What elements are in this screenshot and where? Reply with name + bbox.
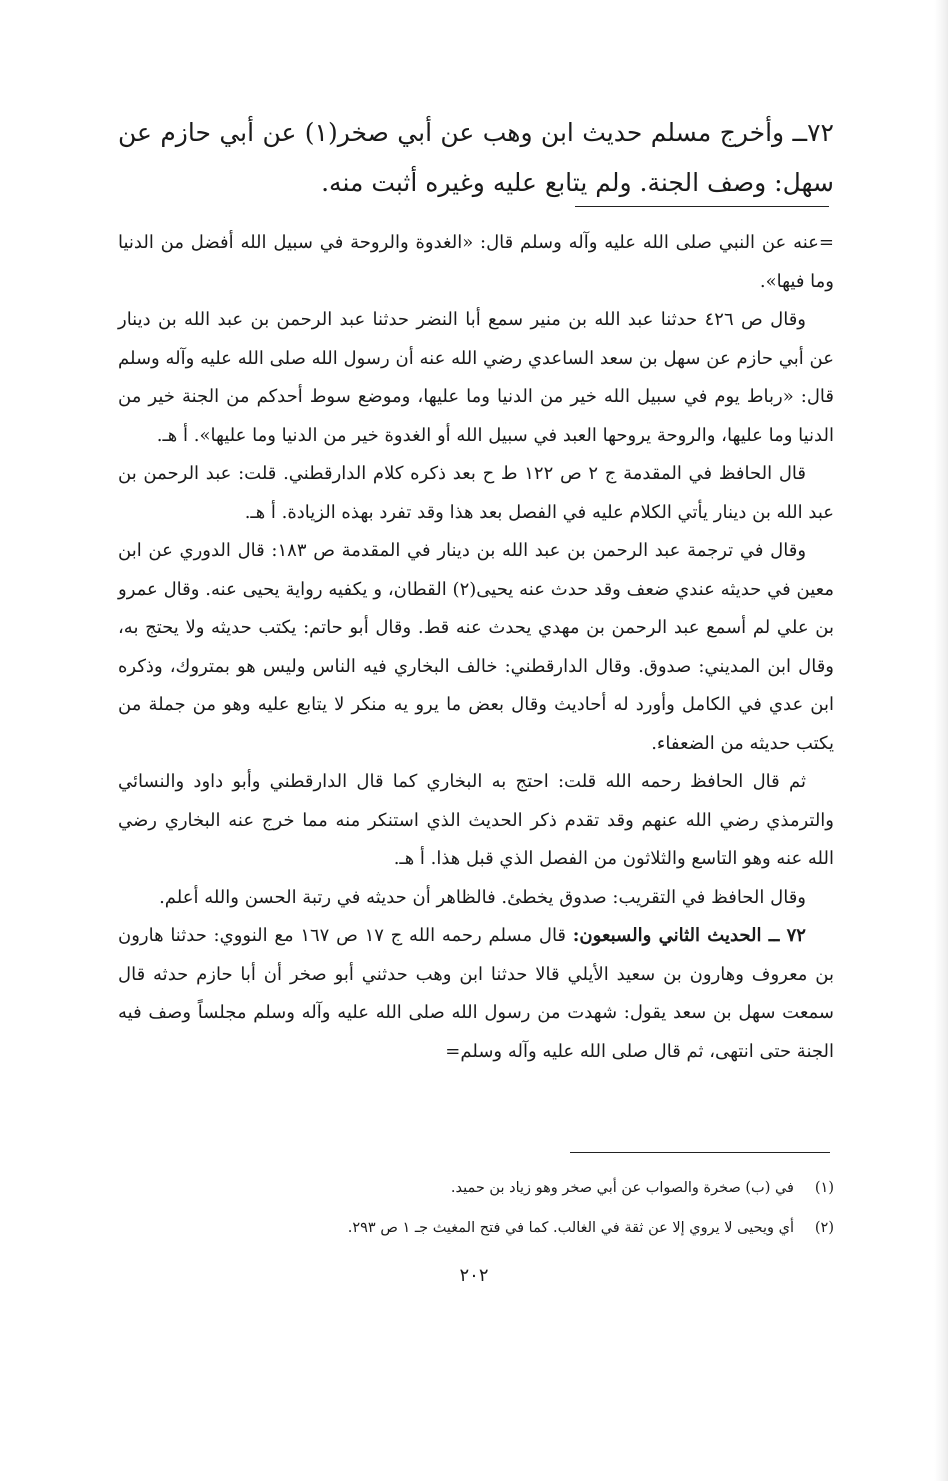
commentary-paragraph-2: وقال ص ٤٢٦ حدثنا عبد الله بن منير سمع أبا النضر حدثنا عبد الرحمن بن عبد الله بن دينار عن أبي حازم عن سهل بن سعد الساعدي رضي الله عنه أن رسول الله صلى الله عليه وآله وسلم قال: «رباط يوم في سبيل الله خير من الدنيا وما عليها، وموضع سوط أحدكم من الجنة خير من الدنيا وما عليها، والروحة يروحها العبد في سبيل الله أو الغدوة خير من الدنيا وما عليها». أ هـ. (118, 309, 834, 446)
footnote-number: (٢) (814, 1220, 834, 1236)
commentary-paragraph-6: وقال الحافظ في التقريب: صدوق يخطئ. فالظاهر أن حديثه في رتبة الحسن والله أعلم. (159, 886, 806, 908)
scan-edge-shadow (934, 0, 948, 1481)
footnote-text: في (ب) صخرة والصواب عن أبي صخر وهو زياد بن حميد. (450, 1180, 794, 1196)
commentary-paragraph-1: =عنه عن النبي صلى الله عليه وآله وسلم قال: «الغدوة والروحة في سبيل الله أفضل من الدنيا وما فيها». (118, 232, 834, 292)
commentary-paragraph-4: وقال في ترجمة عبد الرحمن بن عبد الله بن دينار في المقدمة ص ١٨٣: قال الدوري عن ابن معين في حديثه عندي ضعف وقد حدث عنه يحيى(٢) القطان، و يكفيه رواية يحيى عنه. وقال عمرو بن علي لم أسمع عبد الرحمن بن مهدي يحدث عنه قط. وقال أبو حاتم: يكتب حديثه ولا يحتج به، وقال ابن المديني: صدوق. وقال الدارقطني: خالف البخاري فيه الناس وليس هو بمتروك، وذكره ابن عدي في الكامل وأورد له أحاديث وقال بعض ما يرو يه منكر لا يتابع عليه وهو من جملة من يكتب حديثه من الضعفاء. (118, 540, 834, 754)
page-number: ٢٠٢ (459, 1265, 489, 1286)
footnote (118, 1168, 834, 1208)
commentary-paragraph-5: ثم قال الحافظ رحمه الله قلت: احتج به البخاري كما قال الدارقطني وأبو داود والنسائي والترمذي رضي الله عنهم وقد تقدم ذكر الحديث الذي استنكر منه مما خرج عنه البخاري رضي الله عنه وهو التاسع والثلاثون من الفصل الذي قبل هذا. أ هـ. (118, 771, 834, 869)
separator-rule-top (575, 206, 829, 207)
commentary-section (118, 224, 834, 1071)
footnote-number: (١) (814, 1180, 834, 1196)
main-hadith-text: ٧٢ــ وأخرج مسلم حديث ابن وهب عن أبي صخر(١) عن أبي حازم عن سهل: وصف الجنة. ولم يتابع عليه وغيره أثبت منه. (118, 118, 834, 197)
commentary-paragraph-7 (118, 917, 834, 1071)
footnote (118, 1208, 834, 1248)
separator-rule-footnotes (570, 1152, 830, 1153)
footnote-text: أي ويحيى لا يروي إلا عن ثقة في الغالب. كما في فتح المغيث جـ ١ ص ٢٩٣. (347, 1220, 794, 1236)
hadith-72-heading: ٧٢ ــ الحديث الثاني والسبعون: (572, 925, 806, 946)
footnotes-section (118, 1168, 834, 1248)
hadith-72-text: قال مسلم رحمه الله ج ١٧ ص ١٦٧ مع النووي: حدثنا هارون بن معروف وهارون بن سعيد الأيلي قالا حدثنا ابن وهب حدثني أبو صخر أن أبا حازم حدثه قال سمعت سهل بن سعد يقول: شهدت من رسول الله صلى الله عليه وآله وسلم مجلساً وصف فيه الجنة حتى انتهى، ثم قال صلى الله عليه وآله وسلم= (118, 925, 834, 1062)
commentary-paragraph-3: قال الحافظ في المقدمة ج ٢ ص ١٢٢ ط ح بعد ذكره كلام الدارقطني. قلت: عبد الرحمن بن عبد الله بن دينار يأتي الكلام عليه في الفصل بعد هذا وقد تفرد بهذه الزيادة. أ هـ. (118, 463, 834, 523)
